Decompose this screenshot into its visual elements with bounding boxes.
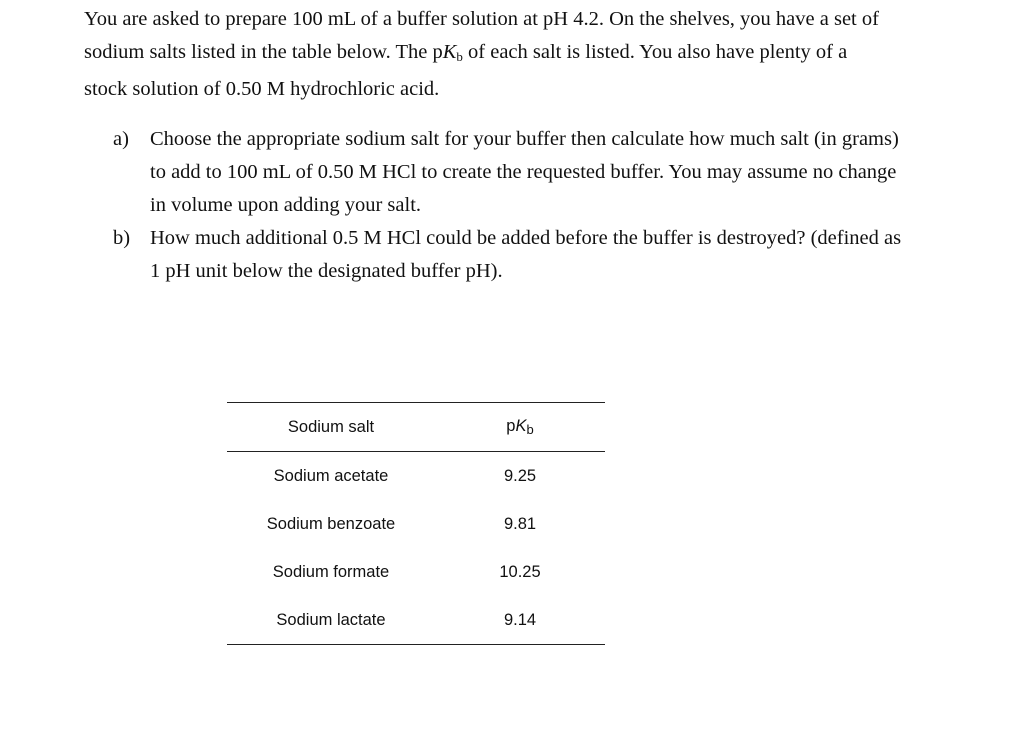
intro-line-3: stock solution of 0.50 M hydrochloric acid. xyxy=(84,78,440,100)
header-pkb-subscript: b xyxy=(526,422,534,437)
table-row xyxy=(227,596,605,645)
header-pkb xyxy=(435,403,605,452)
question-list xyxy=(113,123,993,288)
pkb-value-cell: 9.81 xyxy=(503,514,537,533)
table-row xyxy=(227,500,605,548)
pkb-symbol-K: K xyxy=(442,41,457,63)
sodium-salt-table xyxy=(227,402,605,645)
table-row xyxy=(227,452,605,501)
pkb-value-cell: 9.14 xyxy=(435,596,605,645)
intro-line-2-end: of each salt is listed. You also have plenty of a xyxy=(462,41,848,63)
header-sodium-salt: Sodium salt xyxy=(227,403,435,452)
question-a xyxy=(113,123,993,222)
problem-statement xyxy=(84,3,984,106)
question-b-line-1: How much additional 0.5 M HCl could be added before the buffer is destroyed? (defined as xyxy=(150,227,902,249)
table-row xyxy=(227,548,605,596)
pkb-value-cell: 10.25 xyxy=(499,562,541,581)
question-b xyxy=(113,222,993,288)
salt-name-cell: Sodium lactate xyxy=(227,596,435,645)
question-a-line-1: Choose the appropriate sodium salt for your buffer then calculate how much salt (in grams) xyxy=(150,128,899,150)
header-pkb-K: K xyxy=(515,417,527,435)
salt-name-cell: Sodium acetate xyxy=(273,466,389,485)
question-b-marker: b) xyxy=(113,227,131,249)
salt-name-cell: Sodium benzoate xyxy=(266,514,396,533)
question-a-line-2: to add to 100 mL of 0.50 M HCl to create the requested buffer. You may assume no change xyxy=(150,161,897,183)
question-b-line-2: 1 pH unit below the designated buffer pH). xyxy=(150,260,503,282)
question-a-line-3: in volume upon adding your salt. xyxy=(150,194,422,216)
question-a-marker: a) xyxy=(113,128,129,150)
table-header-row xyxy=(227,403,605,452)
intro-line-2 xyxy=(84,36,984,73)
intro-line-2-start: sodium salts listed in the table below. The p xyxy=(84,41,443,63)
pkb-value-cell: 9.25 xyxy=(503,466,537,485)
intro-line-1: You are asked to prepare 100 mL of a buffer solution at pH 4.2. On the shelves, you have a set of xyxy=(84,8,879,30)
pkb-subscript: b xyxy=(456,49,463,64)
salt-name-cell: Sodium formate xyxy=(272,562,390,581)
header-pkb-prefix: p xyxy=(506,417,516,435)
